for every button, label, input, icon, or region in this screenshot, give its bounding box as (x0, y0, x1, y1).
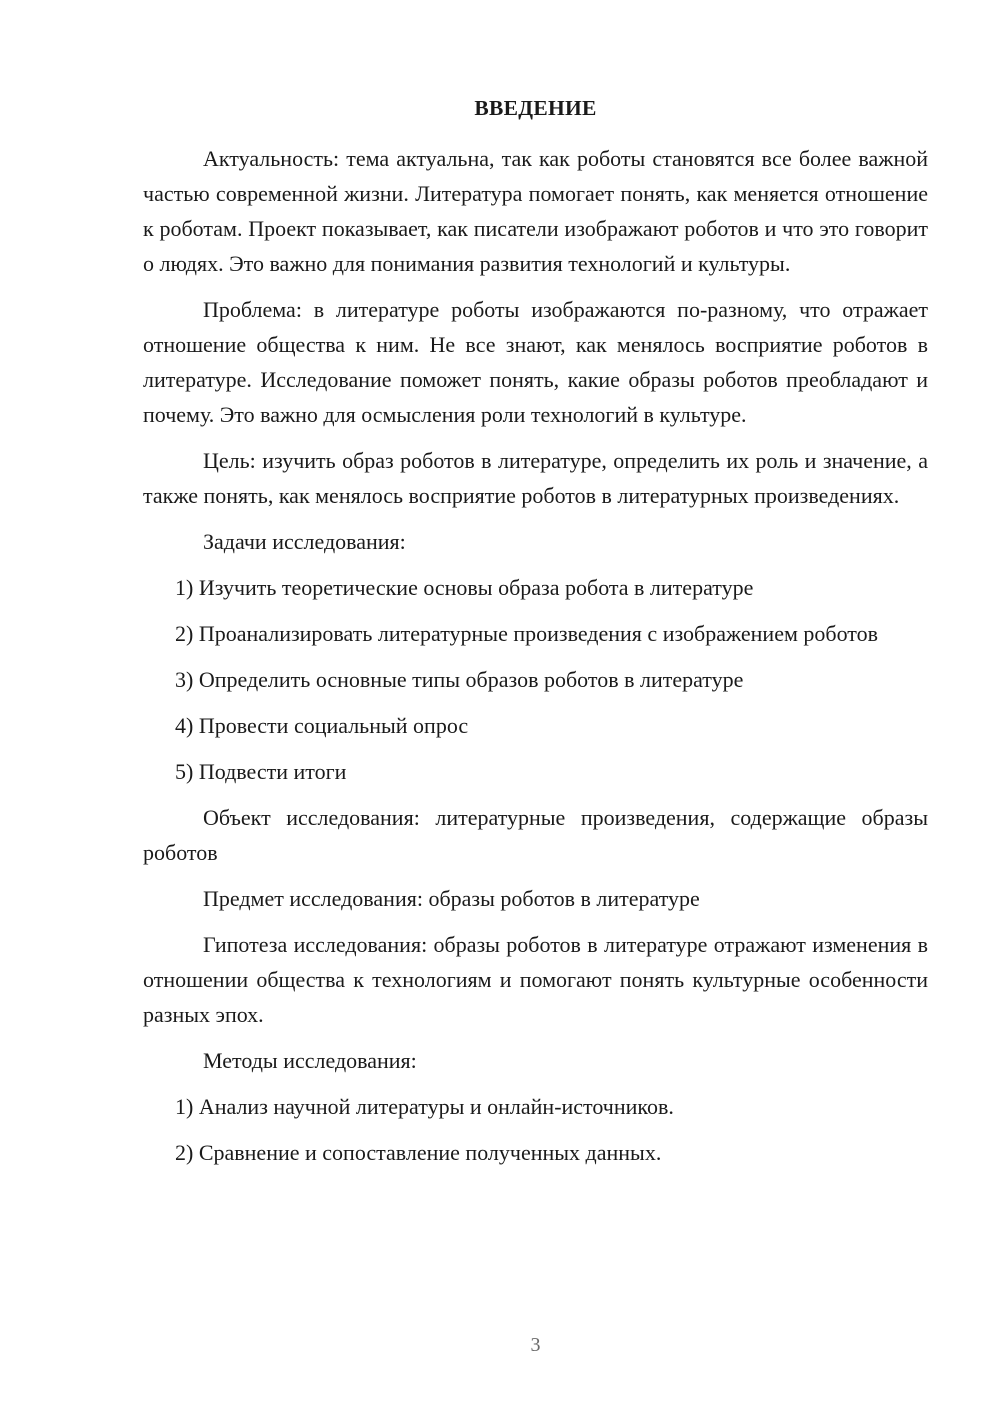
object-paragraph: Объект исследования: литературные произведения, содержащие образы роботов (143, 805, 928, 865)
task-item: 2) Проанализировать литературные произведения с изображением роботов (175, 621, 879, 646)
task-item: 3) Определить основные типы образов роботов в литературе (175, 667, 744, 692)
method-item: 2) Сравнение и сопоставление полученных данных. (175, 1140, 662, 1165)
tasks-heading: Задачи исследования: (203, 529, 406, 554)
task-item: 4) Провести социальный опрос (175, 713, 469, 738)
hypothesis-paragraph: Гипотеза исследования: образы роботов в литературе отражают изменения в отношении общества к технологиям и помогают понять культурные особенности разных эпох. (143, 932, 928, 1027)
task-item: 5) Подвести итоги (175, 759, 347, 784)
problem-paragraph: Проблема: в литературе роботы изображаются по-разному, что отражает отношение общества к ним. Не все знают, как менялось восприятие роботов в литературе. Исследование поможет понять, какие образы роботов преобладают и почему. Это важно для осмысления роли технологий в культуре. (143, 297, 928, 427)
page-number: 3 (530, 1334, 541, 1356)
subject-paragraph: Предмет исследования: образы роботов в литературе (203, 886, 700, 911)
document-body (143, 141, 928, 1181)
document-page (143, 0, 928, 1414)
method-item: 1) Анализ научной литературы и онлайн-источников. (175, 1094, 674, 1119)
methods-heading: Методы исследования: (203, 1048, 417, 1073)
task-item: 1) Изучить теоретические основы образа робота в литературе (175, 575, 754, 600)
section-title: ВВЕДЕНИЕ (474, 96, 597, 120)
goal-paragraph: Цель: изучить образ роботов в литературе, определить их роль и значение, а также понять, как менялось восприятие роботов в литературных произведениях. (143, 448, 928, 508)
relevance-paragraph: Актуальность: тема актуальна, так как роботы становятся все более важной частью современной жизни. Литература помогает понять, как меняется отношение к роботам. Проект показывает, как писатели изображают роботов и что это говорит о людях. Это важно для понимания развития технологий и культуры. (143, 146, 928, 276)
